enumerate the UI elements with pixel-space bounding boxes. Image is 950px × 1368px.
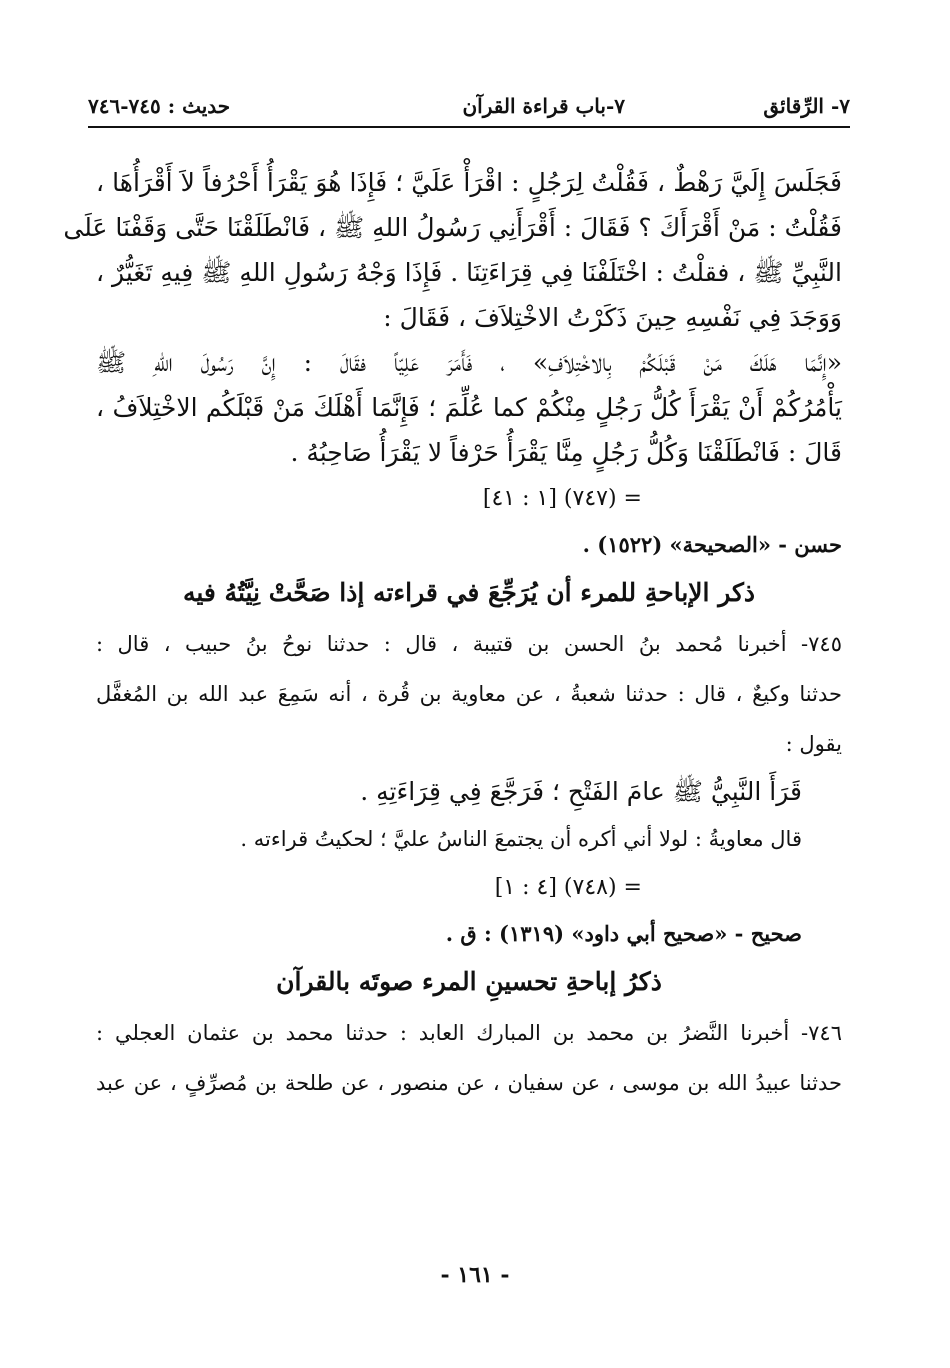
section-heading: ذكرُ إباحةِ تحسينِ المرء صوتَه بالقرآن	[276, 967, 662, 996]
hadith-reference: = (٧٤٨) [٤ : ١]	[494, 875, 642, 900]
text-line: يَأْمُرُكُمْ أَنْ يَقْرَأَ كُلُّ رَجُلٍ مِنْكُمْ كما عُلِّمَ ؛ فَإِنَّمَا أَهْلَكَ مَنْ قَبْلَكُم الاخْتِلاَفُ ،	[96, 393, 842, 422]
text-line: ٧٤٦- أخبرنا النَّضرُ بن محمد بن المبارك العابد : حدثنا محمد بن عثمان العجلي :	[96, 1021, 842, 1045]
text-line: قال معاويةُ : لولا أني أكره أن يجتمعَ الناسُ عليَّ ؛ لحكيتُ قراءته .	[240, 827, 802, 851]
page-body	[63, 160, 842, 1108]
text-line: «إِنَّمَا هَلَكَ مَنْ قَبْلَكُمْ بِالاخْتِلاَفِ» ، فَأَمَرَ عَلِيّاً فقَالَ : إِنَّ رَسُولَ اللهِ ﷺ	[96, 348, 842, 377]
text-line: يقول :	[785, 732, 842, 756]
hadith-range: حديث : ٧٤٥-٧٤٦	[88, 94, 231, 118]
hadith-grade: حسن - «الصحيحة» (١٥٢٢) .	[582, 532, 842, 557]
page-number: - ١٦١ -	[440, 1262, 510, 1288]
text-line: النَّبِيِّ ﷺ ، فقلْتُ : اخْتَلَفْنَا فِي قِرَاءَتِنَا . فَإِذَا وَجْهُ رَسُولِ اللهِ ﷺ فِيهِ تَغَيُّرٌ ،	[96, 258, 842, 287]
hadith-matn: قَرَأَ النَّبِيُّ ﷺ عامَ الفَتْحِ ؛ فَرَجَّعَ فِي قِرَاءَتِهِ .	[360, 777, 802, 806]
hadith-reference: = (٧٤٧) [١ : ٤١]	[482, 486, 642, 511]
text-line: وَوَجَدَ فِي نَفْسِهِ حِينَ ذَكَرْتُ الاخْتِلاَفَ ، فَقَالَ :	[383, 303, 842, 332]
text-line: قَالَ : فَانْطَلَقْنَا وَكُلُّ رَجُلٍ مِنَّا يَقْرَأُ حَرْفاً لا يَقْرَأُ صَاحِبُهُ .	[290, 438, 842, 467]
text-line: فَجَلَسَ إِلَيَّ رَهْطٌ ، فَقُلْتُ لِرَجُلٍ : اقْرَأْ عَلَيَّ ؛ فَإِذَا هُوَ يَقْرَأُ أَحْرُفاً لاَ أَقْرَأُهَا ،	[96, 168, 842, 197]
text-line: حدثنا عبيدُ الله بن موسى ، عن سفيان ، عن منصور ، عن طلحة بن مُصرِّفٍ ، عن عبد	[96, 1071, 842, 1095]
running-header	[88, 86, 850, 128]
text-line: ٧٤٥- أخبرنا مُحمد بنُ الحسن بن قتيبة ، قال : حدثنا نوحُ بنُ حبيب ، قال :	[96, 632, 842, 656]
chapter-title: ٧- الرِّقائق	[763, 94, 850, 118]
text-line: فَقُلْتُ : مَنْ أَقْرَأَكَ ؟ فَقَالَ : أَقْرَأَنِي رَسُولُ اللهِ ﷺ ، فَانْطَلَقْنَا حَتَّى وَقَفْنَا عَلَى	[63, 213, 842, 242]
hadith-grade: صحيح - «صحيح أبي داود» (١٣١٩) : ق .	[445, 921, 802, 946]
text-line: حدثنا وكيعٌ ، قال : حدثنا شعبةُ ، عن معاوية بن قُرة ، أنه سَمِعَ عبد الله بن المُغفَّل	[96, 682, 842, 706]
section-title: ٧-باب قراءة القرآن	[462, 94, 625, 118]
section-heading: ذكر الإباحةِ للمرء أن يُرَجِّعَ في قراءته إذا صَحَّتْ نِيَّتُهُ فيه	[182, 578, 756, 607]
